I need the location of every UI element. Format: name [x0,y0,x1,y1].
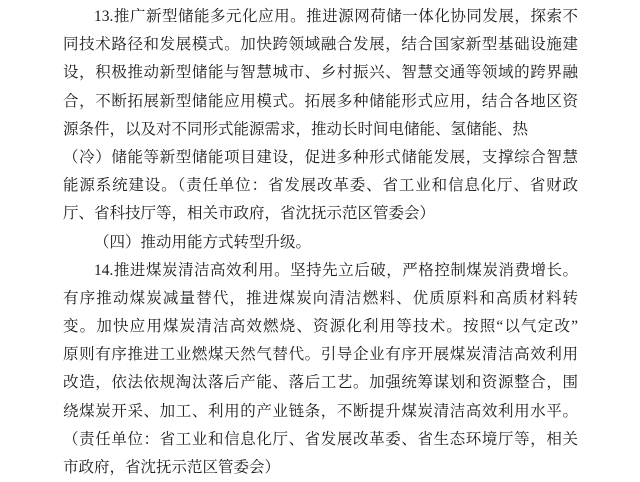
text-line: 13.推广新型储能多元化应用。推进源网荷储一体化协同发展，探索不 [94,8,578,25]
text-line: 设，积极推动新型储能与智慧城市、乡村振兴、智慧交通等领域的跨界融 [63,64,578,82]
text-line: 能源系统建设。（责任单位：省发展改革委、省工业和信息化厅、省财政 [63,177,578,195]
text-line: （责任单位：省工业和信息化厅、省发展改革委、省生态环境厅等，相关 [63,430,578,448]
text-line: 绕煤炭开采、加工、利用的产业链条，不断提升煤炭清洁高效利用水平。 [63,402,578,420]
text-line: 合，不断拓展新型储能应用模式。拓展多种储能形式应用，结合各地区资 [63,92,578,110]
text-line: （冷）储能等新型储能项目建设，促进多种形式储能发展，支撑综合智慧 [63,148,578,166]
text-line: 同技术路径和发展模式。加快跨领域融合发展，结合国家新型基础设施建 [63,36,578,54]
section-heading-line: （四）推动用能方式转型升级。 [94,233,312,251]
text-line: 市政府，省沈抚示范区管委会） [63,459,281,476]
text-line: 变。加快应用煤炭清洁高效燃烧、资源化利用等技术。按照“以气定改” [63,318,578,336]
text-line: 原则有序推进工业燃煤天然气替代。引导企业有序开展煤炭清洁高效利用 [63,346,578,364]
text-line: 14.推进煤炭清洁高效利用。坚持先立后破，严格控制煤炭消费增长。 [94,261,578,279]
text-line: 厅、省科技厅等，相关市政府，省沈抚示范区管委会） [63,205,436,223]
text-line: 源条件，以及对不同形式能源需求，推动长时间电储能、氢储能、热 [63,120,529,138]
text-line: 改造，依法依规淘汰落后产能、落后工艺。加强统筹谋划和资源整合，围 [63,374,578,392]
text-line: 有序推动煤炭减量替代，推进煤炭向清洁燃料、优质原料和高质材料转 [63,289,578,307]
